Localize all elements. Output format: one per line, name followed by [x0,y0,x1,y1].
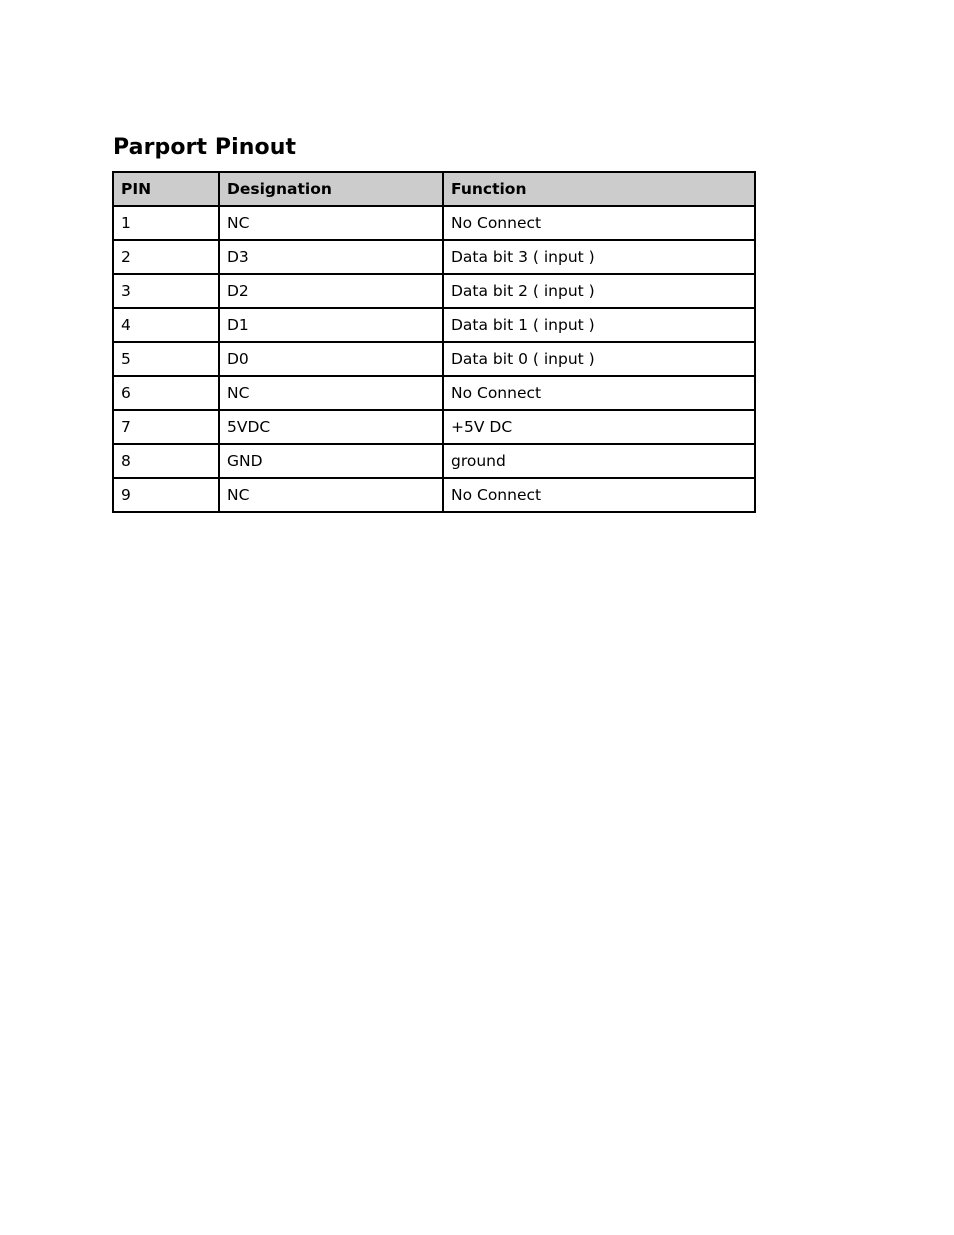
cell-pin: 1 [113,206,219,240]
table-row [113,410,755,444]
header-function: Function [443,172,755,206]
header-pin: PIN [113,172,219,206]
cell-function: Data bit 1 ( input ) [443,308,755,342]
cell-pin: 4 [113,308,219,342]
cell-designation: D0 [219,342,443,376]
cell-designation: NC [219,478,443,512]
cell-pin: 9 [113,478,219,512]
table-row [113,274,755,308]
pinout-table [112,171,756,513]
cell-pin: 8 [113,444,219,478]
table-row [113,240,755,274]
cell-function: Data bit 0 ( input ) [443,342,755,376]
cell-designation: NC [219,206,443,240]
cell-pin: 2 [113,240,219,274]
cell-designation: GND [219,444,443,478]
cell-pin: 3 [113,274,219,308]
table-row [113,478,755,512]
table-row [113,376,755,410]
table-row [113,206,755,240]
page-title: Parport Pinout [113,135,297,160]
table-header-row [113,172,755,206]
cell-designation: D2 [219,274,443,308]
table-row [113,308,755,342]
header-designation: Designation [219,172,443,206]
cell-designation: 5VDC [219,410,443,444]
cell-pin: 7 [113,410,219,444]
cell-function: +5V DC [443,410,755,444]
cell-function: No Connect [443,478,755,512]
cell-designation: NC [219,376,443,410]
table-row [113,342,755,376]
cell-function: Data bit 3 ( input ) [443,240,755,274]
cell-function: No Connect [443,376,755,410]
cell-pin: 6 [113,376,219,410]
cell-function: Data bit 2 ( input ) [443,274,755,308]
cell-designation: D3 [219,240,443,274]
cell-designation: D1 [219,308,443,342]
cell-function: ground [443,444,755,478]
cell-function: No Connect [443,206,755,240]
table-row [113,444,755,478]
cell-pin: 5 [113,342,219,376]
